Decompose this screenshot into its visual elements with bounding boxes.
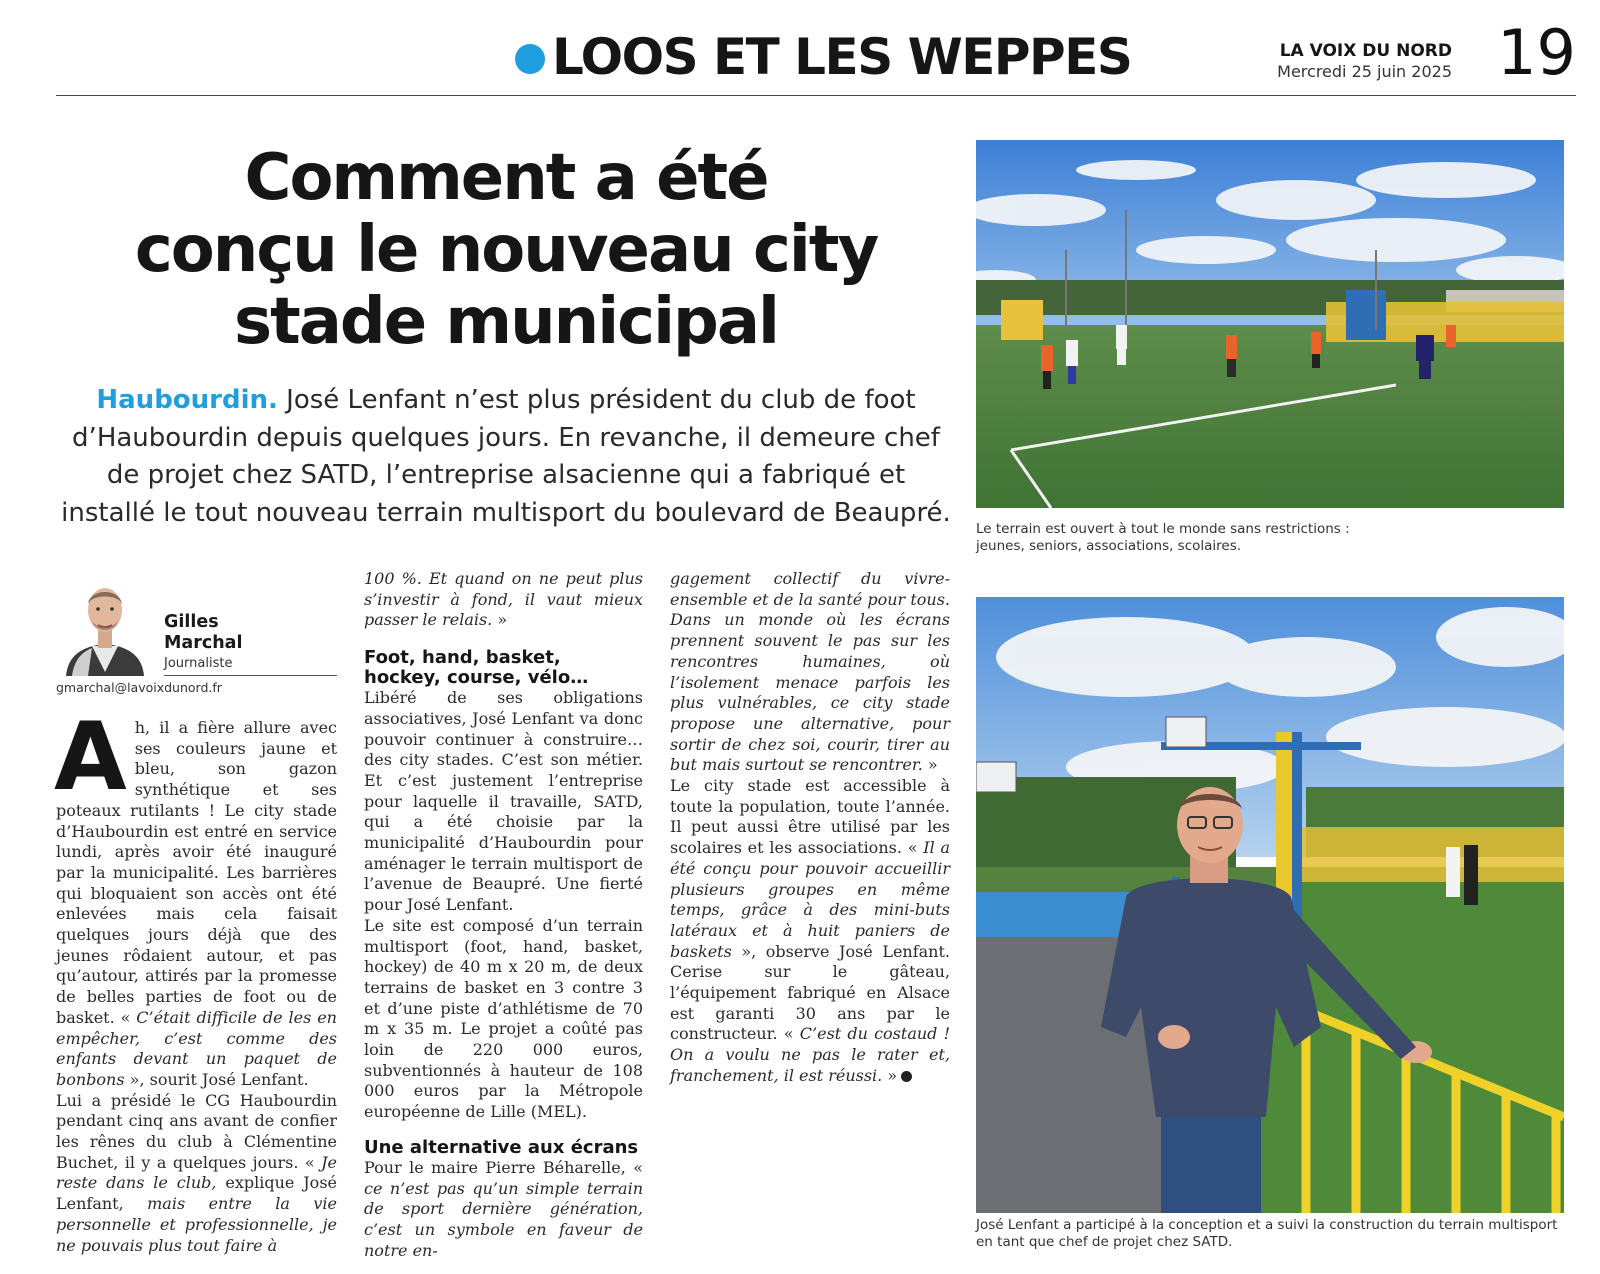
article-column-2	[364, 569, 643, 1261]
article-column-1	[54, 703, 338, 1256]
caption-line: Le terrain est ouvert à tout le monde sans restrictions :	[976, 521, 1350, 537]
dateline-place: Haubourdin.	[96, 385, 278, 415]
author-avatar	[62, 576, 148, 676]
text: explique José Lenfant,	[56, 1173, 337, 1214]
quote: Je reste dans le club,	[56, 1152, 337, 1193]
photo-jose-lenfant	[976, 597, 1564, 1213]
caption-line: José Lenfant a participé à la conception et a suivi la construction du terrain multisport	[976, 1217, 1558, 1233]
paragraph	[364, 569, 643, 631]
paragraph	[56, 1091, 337, 1257]
paragraph	[364, 1158, 643, 1262]
text: », sourit José Lenfant.	[124, 1069, 309, 1089]
photo-caption	[976, 1217, 1576, 1251]
author-email: gmarchal@lavoixdunord.fr	[56, 680, 222, 695]
author-name	[164, 612, 243, 654]
author-divider	[164, 675, 337, 676]
text: Pour le maire Pierre Béharelle, «	[364, 1157, 643, 1177]
text: », observe José Lenfant. Cerise sur le gâteau, l’équipement fabriqué en Alsace est garanti 30 ans par le constructeur. «	[670, 941, 950, 1044]
article-column-3	[670, 569, 950, 1087]
quote: gagement collectif du vivre-ensemble et de la santé pour tous. Dans un monde où les écrans prennent souvent le pas sur les rencontres humaines, où l’isolement menace parfois les plus vulnérables, ce city stade propose une alternative, pour sortir de chez soi, courir, tirer au but mais surtout se rencontrer.	[670, 569, 950, 775]
drop-cap: A	[54, 703, 127, 812]
section-bullet	[515, 44, 545, 74]
author-last-name: Marchal	[164, 633, 243, 653]
quote: C’est du costaud ! On a voulu ne pas le rater et, franchement, il est réussi.	[670, 1024, 951, 1085]
subheading: Une alternative aux écrans	[364, 1136, 639, 1158]
photo-caption	[976, 521, 1564, 555]
author-role: Journaliste	[164, 656, 233, 671]
newspaper-name: LA VOIX DU NORD	[1279, 41, 1452, 61]
article-end-mark	[901, 1071, 912, 1082]
caption-line: en tant que chef de projet chez SATD.	[976, 1234, 1233, 1250]
text: »	[882, 1065, 898, 1085]
quote: Il a été conçu pour pouvoir accueillir plusieurs groupes en même temps, grâce à des mini-buts latéraux et à huit paniers de baskets	[670, 838, 950, 961]
quote: ce n’est pas qu’un simple terrain de sport dernière génération, c’est un symbole en faveur de notre en-	[364, 1178, 643, 1260]
section-title: LOOS ET LES WEPPES	[552, 28, 1132, 86]
quote: mais entre la vie personnelle et professionnelle, je ne pouvais plus tout faire à	[56, 1194, 338, 1255]
author-block	[56, 576, 337, 695]
paragraph	[670, 776, 950, 1087]
page-number: 19	[1497, 16, 1576, 89]
quote: C’était difficile de les en empêcher, c’est comme des enfants devant un paquet de bonbons	[56, 1007, 337, 1089]
article-lede	[56, 382, 956, 532]
headline-line: conçu le nouveau city	[134, 213, 878, 287]
lede-text: José Lenfant n’est plus président du club de foot d’Haubourdin depuis quelques jours. En revanche, il demeure chef de projet chez SATD, l’entreprise alsacienne qui a fabriqué et installé le tout nouveau terrain multisport du boulevard de Beaupré.	[61, 385, 951, 528]
article-headline	[56, 142, 956, 358]
paragraph	[670, 569, 950, 776]
publication-date: Mercredi 25 juin 2025	[1277, 62, 1452, 81]
paragraph: Le site est composé d’un terrain multisport (foot, hand, basket, hockey) de 40 m x 20 m, de deux terrains de basket en 3 contre 3 et d’une piste d’athlétisme de 70 m x 35 m. Le projet a coûté pas loin de 220 000 euros, subventionnés à hauteur de 108 000 euros par la Métropole européenne de Lille (MEL).	[364, 915, 643, 1122]
text: Le city stade est accessible à toute la population, toute l’année. Il peut aussi être utilisé par les scolaires et les associations. «	[670, 776, 950, 858]
caption-line: jeunes, seniors, associations, scolaires.	[976, 538, 1242, 554]
text: »	[922, 755, 938, 775]
paragraph	[54, 703, 337, 1091]
headline-line: Comment a été	[244, 141, 768, 215]
photo-pitch-match	[976, 140, 1564, 508]
quote: 100 %. Et quand on ne peut plus s’investir à fond, il vaut mieux passer le relais.	[364, 569, 643, 630]
text: Lui a présidé le CG Haubourdin pendant cinq ans avant de confier les rênes du club à Clémentine Buchet, il y a quelques jours. «	[56, 1090, 337, 1172]
text: h, il a fière allure avec ses couleurs jaune et bleu, son gazon synthétique et ses poteaux rutilants ! Le city stade d’Haubourdin est entré en service lundi, après avoir été inauguré par la municipalité. Les barrières qui bloquaient son accès ont été enlevées mais cela faisait quelques jours déjà que des jeunes rôdaient autour, et pas qu’autour, attirés par la promesse de belles parties de foot ou de basket. «	[56, 718, 337, 1027]
author-first-name: Gilles	[164, 612, 219, 632]
subheading: Foot, hand, basket, hockey, course, vélo…	[364, 647, 589, 689]
page-header	[56, 14, 1576, 96]
paragraph: Libéré de ses obligations associatives, José Lenfant va donc pouvoir continuer à construire… des city stades. C’est son métier. Et c’est justement l’entreprise pour laquelle il travaille, SATD, qui a été choisie par la municipalité d’Haubourdin pour aménager le terrain multisport de l’avenue de Beaupré. Une fierté pour José Lenfant.	[364, 688, 643, 915]
headline-line: stade municipal	[234, 285, 778, 359]
text: »	[492, 610, 508, 630]
